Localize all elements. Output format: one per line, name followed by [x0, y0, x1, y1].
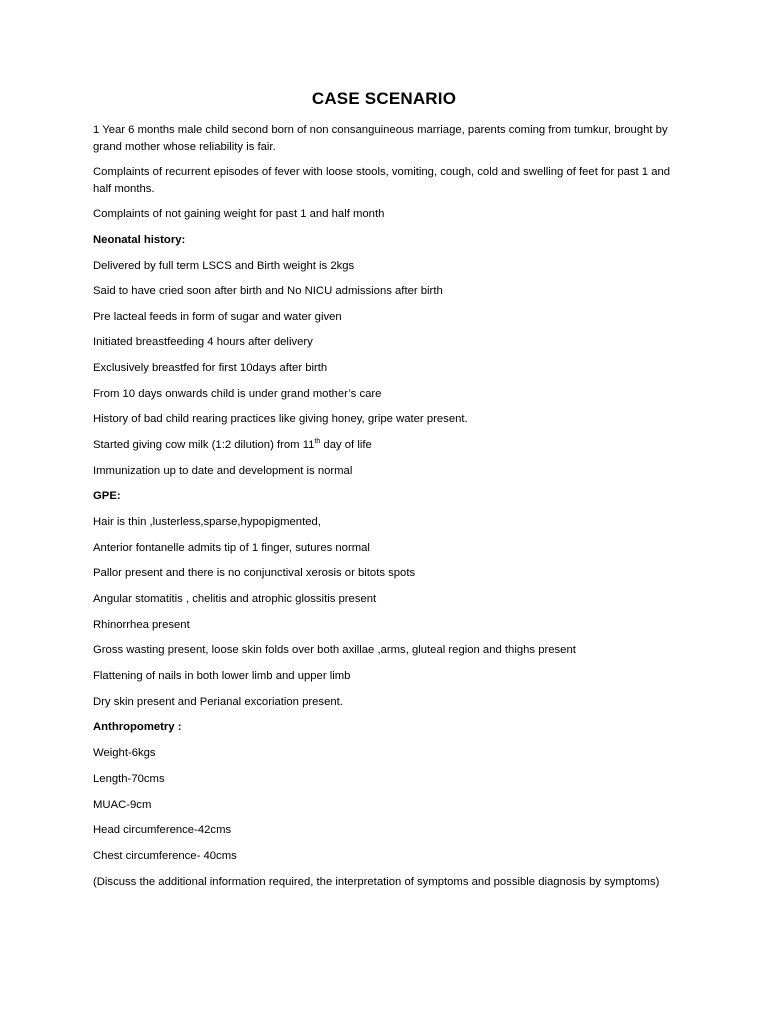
gpe-line-5: Rhinorrhea present: [93, 619, 190, 631]
closing-instructions: (Discuss the additional information required, the interpretation of symptoms and possible diagnosis by symptoms): [93, 876, 660, 888]
neonatal-line-5: Exclusively breastfed for first 10days after birth: [93, 362, 328, 374]
intro-paragraph-2: Complaints of recurrent episodes of fever with loose stools, vomiting, cough, cold and swelling of feet for past 1 and half months.: [93, 166, 671, 195]
gpe-line-6: Gross wasting present, loose skin folds over both axillae ,arms, gluteal region and thighs present: [93, 644, 576, 656]
neonatal-history-heading: Neonatal history:: [93, 234, 186, 246]
neonatal-line-8-tail: day of life: [320, 439, 372, 451]
neonatal-line-8-text: Started giving cow milk (1:2 dilution) from 11: [93, 439, 315, 451]
gpe-line-1: Hair is thin ,lusterless,sparse,hypopigmented,: [93, 516, 321, 528]
neonatal-line-7: History of bad child rearing practices like giving honey, gripe water present.: [93, 413, 468, 425]
page-title: CASE SCENARIO: [311, 89, 457, 108]
intro-paragraph-1: 1 Year 6 months male child second born of non consanguineous marriage, parents coming from tumkur, brought by grand mother whose reliability is fair.: [93, 124, 668, 153]
ordinal-suffix: th: [314, 438, 321, 446]
gpe-line-2: Anterior fontanelle admits tip of 1 finger, sutures normal: [93, 542, 370, 554]
anthropometry-head-circumference: Head circumference-42cms: [93, 824, 232, 836]
anthropometry-chest-circumference: Chest circumference- 40cms: [93, 850, 237, 862]
gpe-line-4: Angular stomatitis , chelitis and atrophic glossitis present: [93, 593, 377, 605]
anthropometry-length: Length-70cms: [93, 773, 165, 785]
gpe-heading: GPE:: [93, 490, 121, 502]
neonatal-line-6: From 10 days onwards child is under grand mother’s care: [93, 388, 382, 400]
neonatal-line-4: Initiated breastfeeding 4 hours after delivery: [93, 336, 313, 348]
neonatal-line-2: Said to have cried soon after birth and No NICU admissions after birth: [93, 285, 443, 297]
intro-paragraph-3: Complaints of not gaining weight for past 1 and half month: [93, 208, 385, 220]
gpe-line-3: Pallor present and there is no conjunctival xerosis or bitots spots: [93, 567, 416, 579]
gpe-line-8: Dry skin present and Perianal excoriation present.: [93, 696, 343, 708]
neonatal-line-1: Delivered by full term LSCS and Birth weight is 2kgs: [93, 260, 355, 272]
neonatal-line-9: Immunization up to date and development is normal: [93, 465, 353, 477]
neonatal-line-3: Pre lacteal feeds in form of sugar and water given: [93, 311, 342, 323]
neonatal-line-8: [93, 437, 678, 454]
gpe-line-7: Flattening of nails in both lower limb and upper limb: [93, 670, 351, 682]
anthropometry-muac: MUAC-9cm: [93, 799, 152, 811]
anthropometry-weight: Weight-6kgs: [93, 747, 156, 759]
anthropometry-heading: Anthropometry :: [93, 721, 182, 733]
